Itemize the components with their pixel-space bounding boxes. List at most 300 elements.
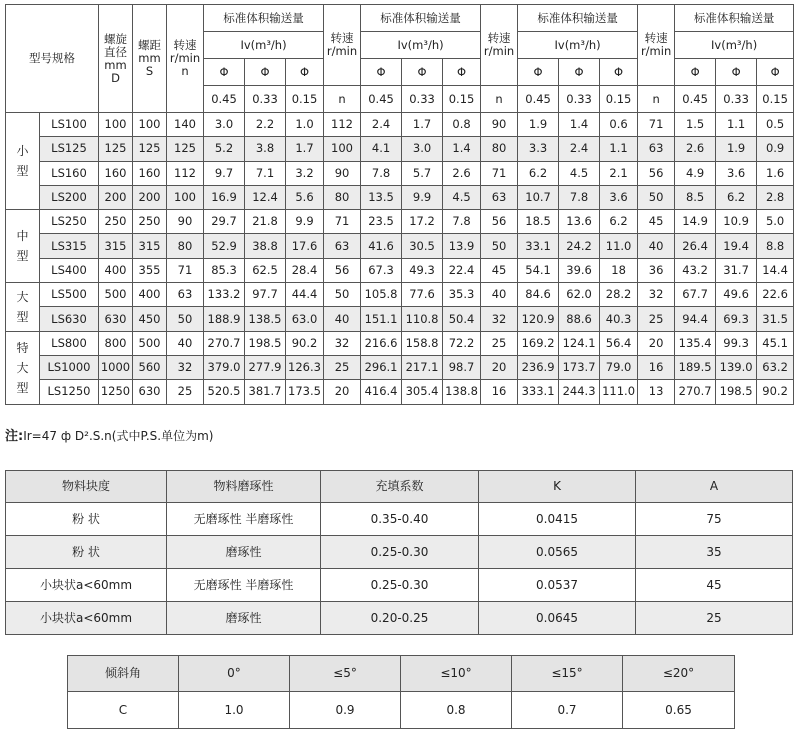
table-cell: 1.4 — [559, 113, 600, 137]
diameter-header: 螺旋 直径 mm D — [99, 5, 133, 113]
table-cell: 88.6 — [559, 307, 600, 331]
table-cell: 14.9 — [675, 210, 716, 234]
phi-value: 0.15 — [600, 86, 638, 113]
material-header-cell: 物料块度 — [6, 471, 167, 503]
table-cell: 379.0 — [204, 355, 245, 379]
material-cell: 无磨琢性 半磨琢性 — [167, 569, 321, 602]
table-cell: 277.9 — [245, 355, 286, 379]
phi-label: Φ — [204, 59, 245, 86]
table-cell: 32 — [167, 355, 204, 379]
phi-value: 0.45 — [675, 86, 716, 113]
table-cell: 125 — [167, 137, 204, 161]
phi-label: Φ — [518, 59, 559, 86]
table-cell: 100 — [99, 113, 133, 137]
angle-value-cell: C — [68, 692, 179, 729]
volume-unit-2: Iv(m³/h) — [361, 32, 481, 59]
material-cell: 小块状a<60mm — [6, 602, 167, 635]
table-cell: 24.2 — [559, 234, 600, 258]
table-cell: 3.0 — [402, 137, 443, 161]
model-code: LS250 — [40, 210, 99, 234]
phi-value: 0.33 — [402, 86, 443, 113]
table-cell: 8.8 — [757, 234, 794, 258]
material-row — [6, 503, 793, 536]
table-cell: 43.2 — [675, 258, 716, 282]
angle-value-cell: 0.9 — [290, 692, 401, 729]
table-cell: 22.6 — [757, 283, 794, 307]
table-cell: 13.6 — [559, 210, 600, 234]
material-row — [6, 602, 793, 635]
material-cell: 小块状a<60mm — [6, 569, 167, 602]
note-label: 注: — [5, 429, 24, 444]
phi-value: 0.45 — [518, 86, 559, 113]
table-cell: 44.4 — [286, 283, 324, 307]
table-cell: 38.8 — [245, 234, 286, 258]
table-cell: 80 — [324, 185, 361, 209]
table-cell: 79.0 — [600, 355, 638, 379]
table-cell: 45 — [481, 258, 518, 282]
table-cell: 1.0 — [286, 113, 324, 137]
table-cell: 28.2 — [600, 283, 638, 307]
table-cell: 217.1 — [402, 355, 443, 379]
speed-header: 转速 r/min n — [167, 5, 204, 113]
material-header-cell: 充填系数 — [321, 471, 479, 503]
table-cell: 80 — [481, 137, 518, 161]
table-cell: 25 — [324, 355, 361, 379]
material-header-cell: A — [636, 471, 793, 503]
table-cell: 31.7 — [716, 258, 757, 282]
table-cell: 56.4 — [600, 331, 638, 355]
table-cell: 800 — [99, 331, 133, 355]
table-cell: 20 — [324, 380, 361, 404]
phi-value: 0.33 — [559, 86, 600, 113]
note-text: Ir=47 ф D².S.n(式中P.S.单位为m) — [23, 429, 214, 443]
table-cell: 1.9 — [518, 113, 559, 137]
material-cell: 0.0537 — [479, 569, 636, 602]
table-cell: 630 — [99, 307, 133, 331]
model-code: LS200 — [40, 185, 99, 209]
table-cell: 17.6 — [286, 234, 324, 258]
table-cell: 11.0 — [600, 234, 638, 258]
table-cell: 1250 — [99, 380, 133, 404]
phi-label: Φ — [402, 59, 443, 86]
table-cell: 138.8 — [443, 380, 481, 404]
table-cell: 90.2 — [757, 380, 794, 404]
volume-title-4: 标准体积输送量 — [675, 5, 794, 32]
material-cell: 粉 状 — [6, 503, 167, 536]
model-code: LS1000 — [40, 355, 99, 379]
phi-label: Φ — [716, 59, 757, 86]
table-cell: 125 — [99, 137, 133, 161]
table-cell: 56 — [638, 161, 675, 185]
material-cell: 75 — [636, 503, 793, 536]
table-cell: 3.6 — [716, 161, 757, 185]
table-cell: 90.2 — [286, 331, 324, 355]
table-cell: 18 — [600, 258, 638, 282]
inclination-table — [67, 655, 735, 729]
table-cell: 63 — [481, 185, 518, 209]
table-cell: 270.7 — [204, 331, 245, 355]
table-cell: 71 — [638, 113, 675, 137]
table-cell: 160 — [133, 161, 167, 185]
table-row — [6, 355, 794, 379]
table-cell: 100 — [133, 113, 167, 137]
angle-value-cell: 0.8 — [401, 692, 512, 729]
table-cell: 50 — [638, 185, 675, 209]
formula-note — [5, 425, 213, 444]
angle-header-row — [68, 656, 735, 692]
table-cell: 140 — [167, 113, 204, 137]
speed-header-3: 转速 r/min — [481, 5, 518, 86]
table-cell: 126.3 — [286, 355, 324, 379]
table-cell: 105.8 — [361, 283, 402, 307]
model-code: LS630 — [40, 307, 99, 331]
table-cell: 16 — [481, 380, 518, 404]
material-table — [5, 470, 793, 635]
phi-label: Φ — [675, 59, 716, 86]
table-cell: 0.9 — [757, 137, 794, 161]
phi-label: Φ — [443, 59, 481, 86]
table-cell: 111.0 — [600, 380, 638, 404]
group-label: 特 大 型 — [6, 331, 40, 404]
table-cell: 9.7 — [204, 161, 245, 185]
table-cell: 2.2 — [245, 113, 286, 137]
volume-unit-3: Iv(m³/h) — [518, 32, 638, 59]
table-cell: 3.0 — [204, 113, 245, 137]
table-row — [6, 380, 794, 404]
table-cell: 188.9 — [204, 307, 245, 331]
table-cell: 50.4 — [443, 307, 481, 331]
material-cell: 0.35-0.40 — [321, 503, 479, 536]
table-cell: 112 — [324, 113, 361, 137]
phi-value: 0.45 — [361, 86, 402, 113]
table-cell: 4.5 — [559, 161, 600, 185]
table-cell: 90 — [481, 113, 518, 137]
table-row — [6, 307, 794, 331]
table-cell: 20 — [638, 331, 675, 355]
header-row-1 — [6, 5, 794, 32]
volume-unit-1: Iv(m³/h) — [204, 32, 324, 59]
table-cell: 400 — [133, 283, 167, 307]
table-cell: 97.7 — [245, 283, 286, 307]
material-cell: 粉 状 — [6, 536, 167, 569]
table-cell: 40 — [638, 234, 675, 258]
table-cell: 124.1 — [559, 331, 600, 355]
table-cell: 0.5 — [757, 113, 794, 137]
table-cell: 355 — [133, 258, 167, 282]
table-cell: 7.1 — [245, 161, 286, 185]
table-cell: 5.6 — [286, 185, 324, 209]
table-cell: 36 — [638, 258, 675, 282]
table-cell: 77.6 — [402, 283, 443, 307]
table-cell: 250 — [99, 210, 133, 234]
table-cell: 1.5 — [675, 113, 716, 137]
pitch-header: 螺距 mm S — [133, 5, 167, 113]
table-cell: 40 — [167, 331, 204, 355]
material-cell: 0.25-0.30 — [321, 536, 479, 569]
table-row — [6, 210, 794, 234]
group-label: 中 型 — [6, 210, 40, 283]
material-row — [6, 569, 793, 602]
table-cell: 2.6 — [675, 137, 716, 161]
speed-header-4: 转速 r/min — [638, 5, 675, 86]
table-cell: 30.5 — [402, 234, 443, 258]
model-code: LS500 — [40, 283, 99, 307]
phi-label: Φ — [559, 59, 600, 86]
phi-label: Φ — [757, 59, 794, 86]
table-cell: 50 — [167, 307, 204, 331]
table-cell: 52.9 — [204, 234, 245, 258]
table-cell: 32 — [324, 331, 361, 355]
table-cell: 10.7 — [518, 185, 559, 209]
table-cell: 133.2 — [204, 283, 245, 307]
table-cell: 49.3 — [402, 258, 443, 282]
table-cell: 1.6 — [757, 161, 794, 185]
table-cell: 26.4 — [675, 234, 716, 258]
table-cell: 500 — [99, 283, 133, 307]
screw-conveyor-spec-table — [5, 4, 794, 405]
table-cell: 29.7 — [204, 210, 245, 234]
table-cell: 112 — [167, 161, 204, 185]
angle-value-cell: 1.0 — [179, 692, 290, 729]
table-cell: 0.6 — [600, 113, 638, 137]
material-cell: 45 — [636, 569, 793, 602]
table-cell: 198.5 — [716, 380, 757, 404]
table-cell: 244.3 — [559, 380, 600, 404]
material-cell: 磨琢性 — [167, 536, 321, 569]
material-cell: 磨琢性 — [167, 602, 321, 635]
table-cell: 71 — [481, 161, 518, 185]
table-cell: 7.8 — [559, 185, 600, 209]
table-cell: 13.5 — [361, 185, 402, 209]
volume-title-2: 标准体积输送量 — [361, 5, 481, 32]
angle-value-cell: 0.65 — [623, 692, 735, 729]
table-cell: 50 — [481, 234, 518, 258]
table-cell: 33.1 — [518, 234, 559, 258]
table-cell: 381.7 — [245, 380, 286, 404]
table-row — [6, 113, 794, 137]
table-cell: 110.8 — [402, 307, 443, 331]
group-label: 大 型 — [6, 283, 40, 332]
angle-header-cell: ≤5° — [290, 656, 401, 692]
table-cell: 71 — [324, 210, 361, 234]
table-cell: 63.2 — [757, 355, 794, 379]
phi-label: Φ — [600, 59, 638, 86]
model-code: LS100 — [40, 113, 99, 137]
table-cell: 32 — [638, 283, 675, 307]
table-cell: 25 — [167, 380, 204, 404]
table-cell: 71 — [167, 258, 204, 282]
table-cell: 100 — [324, 137, 361, 161]
table-cell: 8.5 — [675, 185, 716, 209]
table-cell: 18.5 — [518, 210, 559, 234]
model-header: 型号规格 — [6, 5, 99, 113]
table-cell: 560 — [133, 355, 167, 379]
table-cell: 5.0 — [757, 210, 794, 234]
group-label: 小 型 — [6, 113, 40, 210]
angle-value-row — [68, 692, 735, 729]
table-cell: 125 — [133, 137, 167, 161]
speed-header-2: 转速 r/min — [324, 5, 361, 86]
phi-label: Φ — [286, 59, 324, 86]
table-cell: 2.6 — [443, 161, 481, 185]
table-cell: 12.4 — [245, 185, 286, 209]
table-cell: 158.8 — [402, 331, 443, 355]
table-cell: 10.9 — [716, 210, 757, 234]
model-code: LS800 — [40, 331, 99, 355]
table-cell: 0.8 — [443, 113, 481, 137]
table-cell: 3.3 — [518, 137, 559, 161]
table-cell: 173.5 — [286, 380, 324, 404]
table-cell: 3.8 — [245, 137, 286, 161]
table-cell: 520.5 — [204, 380, 245, 404]
model-code: LS400 — [40, 258, 99, 282]
table-cell: 84.6 — [518, 283, 559, 307]
model-code: LS1250 — [40, 380, 99, 404]
table-cell: 138.5 — [245, 307, 286, 331]
table-cell: 25 — [481, 331, 518, 355]
table-cell: 62.5 — [245, 258, 286, 282]
table-cell: 16 — [638, 355, 675, 379]
table-cell: 85.3 — [204, 258, 245, 282]
angle-header-cell: 0° — [179, 656, 290, 692]
table-cell: 1.9 — [716, 137, 757, 161]
material-cell: 0.0645 — [479, 602, 636, 635]
table-cell: 7.8 — [443, 210, 481, 234]
table-cell: 45 — [638, 210, 675, 234]
angle-value-cell: 0.7 — [512, 692, 623, 729]
phi-value: 0.15 — [443, 86, 481, 113]
table-row — [6, 234, 794, 258]
table-cell: 63 — [324, 234, 361, 258]
table-cell: 56 — [324, 258, 361, 282]
table-cell: 400 — [99, 258, 133, 282]
table-cell: 1000 — [99, 355, 133, 379]
table-cell: 6.2 — [716, 185, 757, 209]
table-cell: 173.7 — [559, 355, 600, 379]
table-cell: 31.5 — [757, 307, 794, 331]
table-row — [6, 185, 794, 209]
table-cell: 416.4 — [361, 380, 402, 404]
table-cell: 63 — [638, 137, 675, 161]
table-cell: 54.1 — [518, 258, 559, 282]
table-cell: 189.5 — [675, 355, 716, 379]
table-cell: 69.3 — [716, 307, 757, 331]
volume-title-3: 标准体积输送量 — [518, 5, 638, 32]
material-cell: 0.0565 — [479, 536, 636, 569]
table-cell: 198.5 — [245, 331, 286, 355]
table-cell: 120.9 — [518, 307, 559, 331]
material-cell: 25 — [636, 602, 793, 635]
table-cell: 99.3 — [716, 331, 757, 355]
table-cell: 56 — [481, 210, 518, 234]
material-cell: 35 — [636, 536, 793, 569]
table-cell: 80 — [167, 234, 204, 258]
table-cell: 40 — [324, 307, 361, 331]
phi-value: 0.15 — [286, 86, 324, 113]
table-cell: 20 — [481, 355, 518, 379]
table-cell: 45.1 — [757, 331, 794, 355]
table-cell: 1.1 — [716, 113, 757, 137]
table-cell: 100 — [167, 185, 204, 209]
table-cell: 333.1 — [518, 380, 559, 404]
table-cell: 2.4 — [559, 137, 600, 161]
table-cell: 41.6 — [361, 234, 402, 258]
table-cell: 139.0 — [716, 355, 757, 379]
table-cell: 315 — [133, 234, 167, 258]
material-header-cell: 物料磨琢性 — [167, 471, 321, 503]
table-cell: 22.4 — [443, 258, 481, 282]
material-cell: 0.25-0.30 — [321, 569, 479, 602]
table-cell: 200 — [133, 185, 167, 209]
table-cell: 1.4 — [443, 137, 481, 161]
angle-header-cell: ≤10° — [401, 656, 512, 692]
phi-label: Φ — [361, 59, 402, 86]
table-row — [6, 161, 794, 185]
table-cell: 6.2 — [600, 210, 638, 234]
table-cell: 1.1 — [600, 137, 638, 161]
table-cell: 32 — [481, 307, 518, 331]
phi-value: 0.15 — [757, 86, 794, 113]
table-cell: 67.3 — [361, 258, 402, 282]
table-cell: 14.4 — [757, 258, 794, 282]
table-cell: 62.0 — [559, 283, 600, 307]
table-cell: 39.6 — [559, 258, 600, 282]
model-code: LS125 — [40, 137, 99, 161]
table-cell: 72.2 — [443, 331, 481, 355]
table-cell: 28.4 — [286, 258, 324, 282]
material-header-cell: K — [479, 471, 636, 503]
angle-header-cell: ≤20° — [623, 656, 735, 692]
table-cell: 19.4 — [716, 234, 757, 258]
table-cell: 4.5 — [443, 185, 481, 209]
material-cell: 0.0415 — [479, 503, 636, 536]
table-cell: 40 — [481, 283, 518, 307]
table-cell: 90 — [167, 210, 204, 234]
table-cell: 2.8 — [757, 185, 794, 209]
table-cell: 630 — [133, 380, 167, 404]
volume-unit-4: Iv(m³/h) — [675, 32, 794, 59]
speed-n-4: n — [638, 86, 675, 113]
table-cell: 90 — [324, 161, 361, 185]
table-cell: 2.1 — [600, 161, 638, 185]
table-cell: 450 — [133, 307, 167, 331]
table-cell: 63.0 — [286, 307, 324, 331]
model-code: LS160 — [40, 161, 99, 185]
table-row — [6, 258, 794, 282]
table-cell: 5.7 — [402, 161, 443, 185]
table-cell: 21.8 — [245, 210, 286, 234]
table-cell: 23.5 — [361, 210, 402, 234]
table-cell: 9.9 — [286, 210, 324, 234]
material-row — [6, 536, 793, 569]
table-cell: 270.7 — [675, 380, 716, 404]
table-cell: 5.2 — [204, 137, 245, 161]
table-cell: 6.2 — [518, 161, 559, 185]
table-cell: 296.1 — [361, 355, 402, 379]
table-cell: 50 — [324, 283, 361, 307]
angle-header-cell: ≤15° — [512, 656, 623, 692]
table-cell: 151.1 — [361, 307, 402, 331]
table-cell: 216.6 — [361, 331, 402, 355]
table-cell: 169.2 — [518, 331, 559, 355]
table-cell: 135.4 — [675, 331, 716, 355]
table-cell: 1.7 — [286, 137, 324, 161]
table-row — [6, 331, 794, 355]
table-cell: 17.2 — [402, 210, 443, 234]
angle-header-cell: 倾斜角 — [68, 656, 179, 692]
table-cell: 98.7 — [443, 355, 481, 379]
table-cell: 67.7 — [675, 283, 716, 307]
